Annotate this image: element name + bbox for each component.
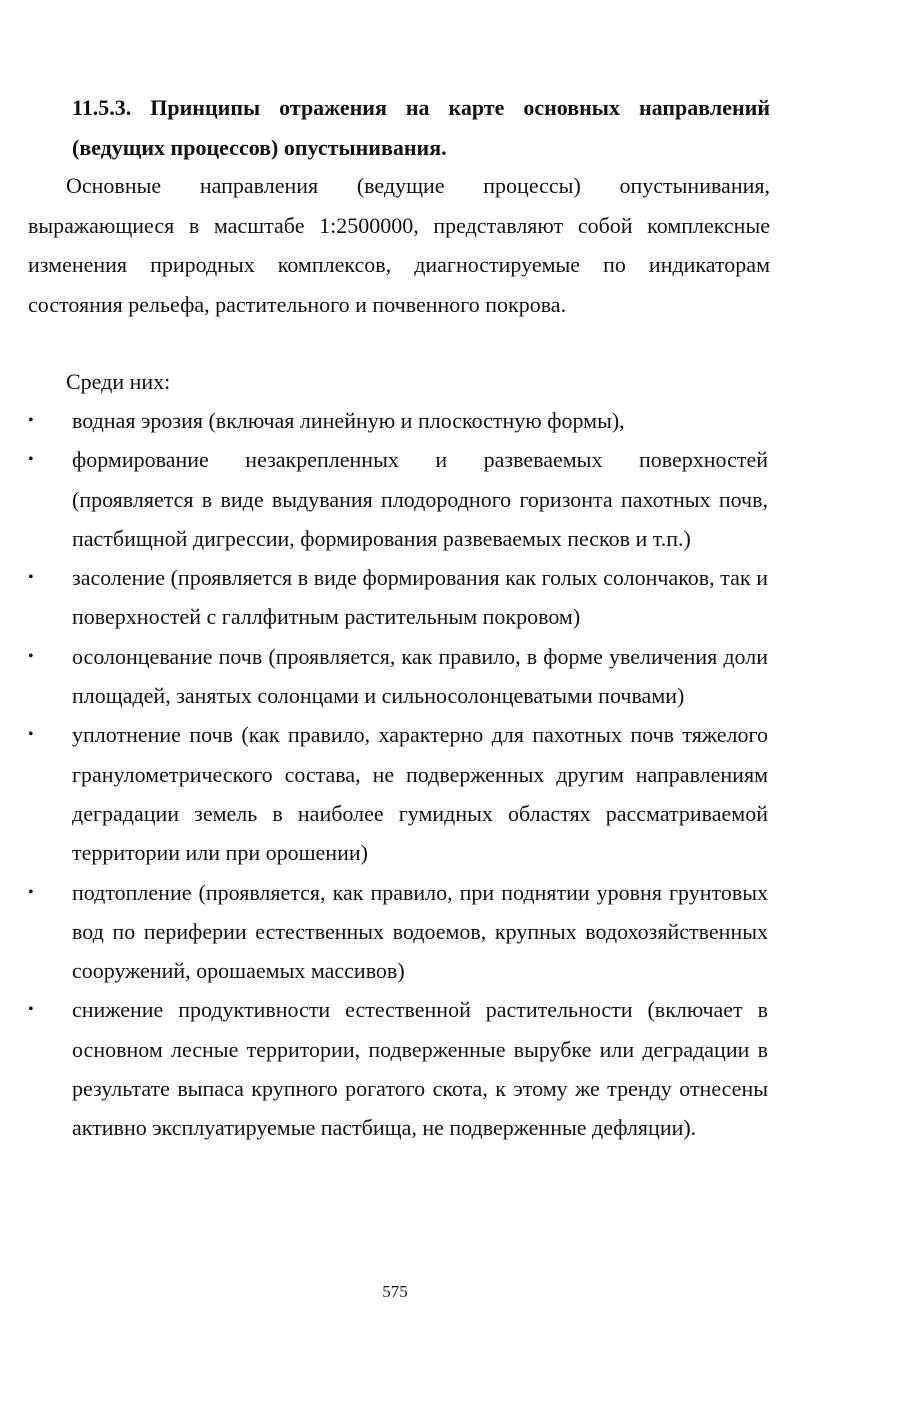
bullet-icon: • — [28, 412, 34, 429]
list-item-text: снижение продуктивности естественной растительности (включает в основном лесные территории, подверженные вырубке или деградации в результате выпаса крупного рогатого скота, к этому же тренду отнесены активно эксплуатируемые пастбища, не подверженные дефляции). — [72, 997, 768, 1141]
list-item — [28, 990, 768, 1147]
bullet-icon: • — [28, 569, 34, 587]
list-item-text: уплотнение почв (как правило, характерно для пахотных почв тяжелого гранулометрического состава, не подверженных другим направлениям деградации земель в наиболее гумидных областях рассматриваемой территории или при орошении) — [72, 722, 768, 866]
bullet-icon: • — [28, 647, 34, 665]
intro-paragraph: Основные направления (ведущие процессы) опустынивания, выражающиеся в масштабе 1:2500000, представляют собой комплексные изменения природных комплексов, диагностируемые по индикаторам состояния рельефа, растительного и почвенного покрова. — [28, 173, 770, 317]
processes-list — [0, 401, 913, 1148]
list-item — [28, 873, 768, 991]
list-item-text: подтопление (проявляется, как правило, при поднятии уровня грунтовых вод по периферии естественных водоемов, крупных водохозяйственных сооружений, орошаемых массивов) — [72, 879, 768, 984]
list-item — [28, 440, 768, 558]
list-item-text: осолонцевание почв (проявляется, как правило, в форме увеличения доли площадей, занятых солонцами и сильносолонцеватыми почвами) — [72, 643, 768, 709]
list-item — [28, 558, 768, 637]
page-number: 575 — [382, 1282, 408, 1301]
section-heading: 11.5.3. Принципы отражения на карте основных направлений (ведущих процессов) опустынивания. — [72, 95, 770, 160]
bullet-icon: • — [28, 883, 34, 901]
list-item — [28, 715, 768, 872]
bullet-icon: • — [28, 451, 34, 469]
list-item-text: формирование незакрепленных и развеваемых поверхностей (проявляется в виде выдувания плодородного горизонта пахотных почв, пастбищной дигрессии, формирования развеваемых песков и т.п.) — [72, 447, 768, 551]
list-item-text: засоление (проявляется в виде формирования как голых солончаков, так и поверхностей с галлфитным растительным покровом) — [72, 565, 768, 630]
bullet-icon: • — [28, 1001, 34, 1019]
list-item — [28, 401, 768, 440]
list-item — [28, 637, 768, 716]
bullet-icon: • — [28, 726, 34, 744]
list-item-text: водная эрозия (включая линейную и плоскостную формы), — [72, 408, 625, 433]
list-intro: Среди них: — [66, 369, 171, 394]
